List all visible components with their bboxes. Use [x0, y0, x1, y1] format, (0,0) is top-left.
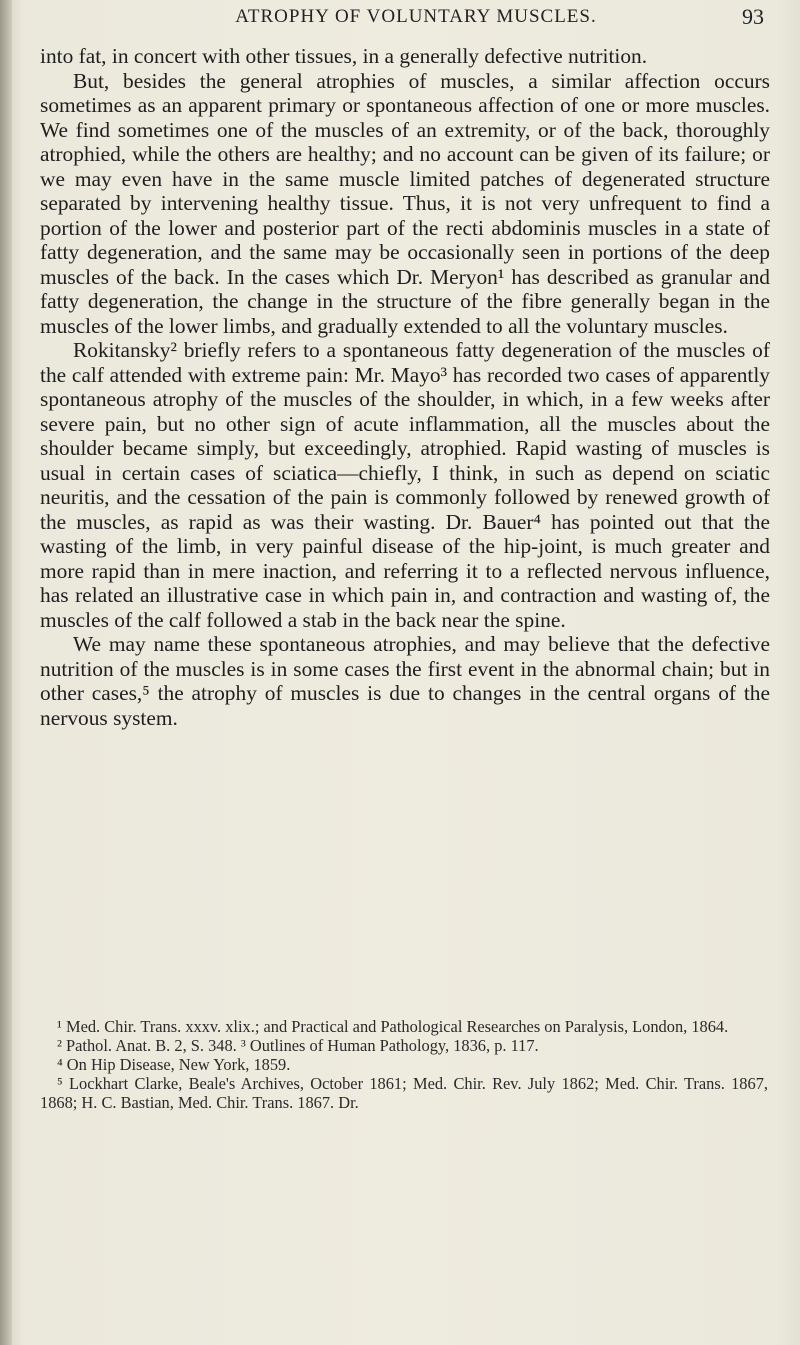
running-head: [68, 4, 764, 34]
paragraph-continuation: into fat, in concert with other tissues, in a generally defective nutrition.: [40, 44, 648, 68]
page-number: 93: [742, 4, 764, 29]
paragraph-spontaneous-atrophy: But, besides the general atrophies of muscles, a similar affection occurs sometimes as an apparent primary or spontaneous affection of one or more muscles. We find sometimes one of the muscles of an extremity, or of the back, thoroughly atrophied, while the others are healthy; and no account can be given of its failure; or we may even have in the same muscle limited patches of degenerated structure separated by intervening healthy tissue. Thus, it is not very unfrequent to find a portion of the lower and posterior part of the recti abdominis muscles in a state of fatty degeneration, and the same may be occasionally seen in portions of the deep muscles of the back. In the cases which Dr. Meryon¹ has described as granular and fatty degeneration, the change in the structure of the fibre generally began in the muscles of the lower limbs, and gradually extended to all the voluntary muscles.: [40, 68, 770, 338]
paragraph-rokitansky: Rokitansky² briefly refers to a spontaneous fatty degeneration of the muscles of the calf attended with extreme pain: Mr. Mayo³ has recorded two cases of apparently spontaneous atrophy of the muscles of the shoulder, in which, in a few weeks after severe pain, but no other sign of acute inflammation, all the muscles about the shoulder became simply, but exceedingly, atrophied. Rapid wasting of muscles is usual in certain cases of sciatica—chiefly, I think, in such as depend on sciatic neuritis, and the cessation of the pain is commonly followed by renewed growth of the muscles, as rapid as was their wasting. Dr. Bauer⁴ has pointed out that the wasting of the limb, in very painful disease of the hip-joint, is much greater and more rapid than in mere inaction, and referring it to a reflected nervous influence, has related an illustrative case in which pain in, and contraction and wasting of, the muscles of the calf followed a stab in the back near the spine.: [40, 338, 770, 632]
footnote-4: ⁴ On Hip Disease, New York, 1859.: [57, 1055, 291, 1074]
binding-shadow: [0, 0, 12, 1345]
footnote-2-3: ² Pathol. Anat. B. 2, S. 348. ³ Outlines of Human Pathology, 1836, p. 117.: [57, 1036, 539, 1055]
body-text: [40, 44, 770, 730]
footnote-5: ⁵ Lockhart Clarke, Beale's Archives, October 1861; Med. Chir. Rev. July 1862; Med. Chir. Trans. 1867, 1868; H. C. Bastian, Med. Chir. Trans. 1867. Dr.: [40, 1074, 768, 1112]
footnotes: [40, 1017, 768, 1112]
running-head-title: ATROPHY OF VOLUNTARY MUSCLES.: [235, 6, 597, 27]
paragraph-conclusion: We may name these spontaneous atrophies, and may believe that the defective nutrition of the muscles is in some cases the first event in the abnormal chain; but in other cases,⁵ the atrophy of muscles is due to changes in the central organs of the nervous system.: [40, 632, 770, 730]
footnote-1: ¹ Med. Chir. Trans. xxxv. xlix.; and Practical and Pathological Researches on Paralysis, London, 1864.: [57, 1017, 729, 1036]
